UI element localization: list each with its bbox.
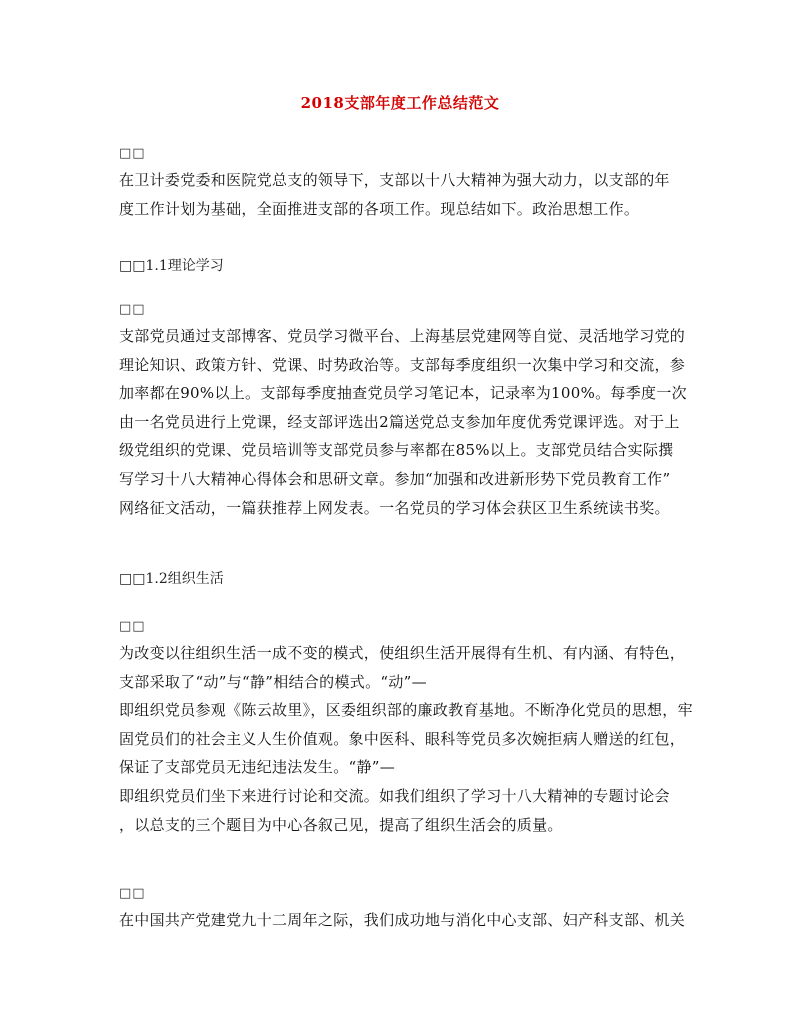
text-line: 保证了支部党员无违纪违法发生。“静”— (119, 758, 396, 777)
paragraph-marker: □□ (119, 619, 146, 634)
section-heading-1-1: □□1.1理论学习 (119, 258, 224, 274)
text-line: 由一名党员进行上党课，经支部评选出2篇送党总支参加年度优秀党课评选。对于上 (119, 412, 680, 431)
text-line: 加率都在90%以上。支部每季度抽查党员学习笔记本，记录率为100%。每季度一次 (119, 384, 687, 403)
paragraph-organization-life (119, 639, 693, 839)
section-heading-1-2: □□1.2组织生活 (119, 571, 224, 587)
paragraph-marker: □□ (119, 302, 146, 317)
text-line: ，以总支的三个题目为中心各叙己见，提高了组织生活会的质量。 (119, 815, 563, 834)
paragraph-marker: □□ (119, 146, 146, 161)
text-line: 即组织党员们坐下来进行讨论和交流。如我们组织了学习十八大精神的专题讨论会 (119, 786, 670, 805)
paragraph-marker: □□ (119, 886, 146, 901)
text-line: 支部党员通过支部博客、党员学习微平台、上海基层党建网等自觉、灵活地学习党的 (119, 327, 686, 345)
text-line: 为改变以往组织生活一成不变的模式，使组织生活开展得有生机、有内涵、有特色， (119, 644, 686, 662)
paragraph-intro (119, 166, 684, 223)
text-line: 固党员们的社会主义人生价值观。象中医科、眼科等党员多次婉拒病人赠送的红包， (119, 729, 686, 748)
text-line: 度工作计划为基础，全面推进支部的各项工作。现总结如下。政治思想工作。 (119, 199, 640, 218)
text-line: 即组织党员参观《陈云故里》，区委组织部的廉政教育基地。不断净化党员的思想，牢 (119, 701, 693, 720)
text-line: 支部采取了“动”与“静”相结合的模式。“动”— (119, 672, 427, 691)
text-line: 在卫计委党委和医院党总支的领导下，支部以十八大精神为强大动力，以支部的年 (119, 171, 670, 189)
text-line: 级党组织的党课、党员培训等支部党员参与率都在85%以上。支部党员结合实际撰 (119, 441, 674, 460)
paragraph-theory-study (119, 322, 687, 522)
paragraph-anniversary (119, 906, 684, 935)
text-line: 理论知识、政策方针、党课、时势政治等。支部每季度组织一次集中学习和交流，参 (119, 355, 686, 374)
document-title: 2018支部年度工作总结范文 (300, 94, 500, 112)
text-line: 写学习十八大精神心得体会和思研文章。参加“加强和改进新形势下党员教育工作” (119, 469, 671, 488)
text-line: 在中国共产党建党九十二周年之际，我们成功地与消化中心支部、妇产科支部、机关 (119, 911, 686, 929)
text-line: 网络征文活动，一篇获推荐上网发表。一名党员的学习体会获区卫生系统读书奖。 (119, 498, 670, 517)
